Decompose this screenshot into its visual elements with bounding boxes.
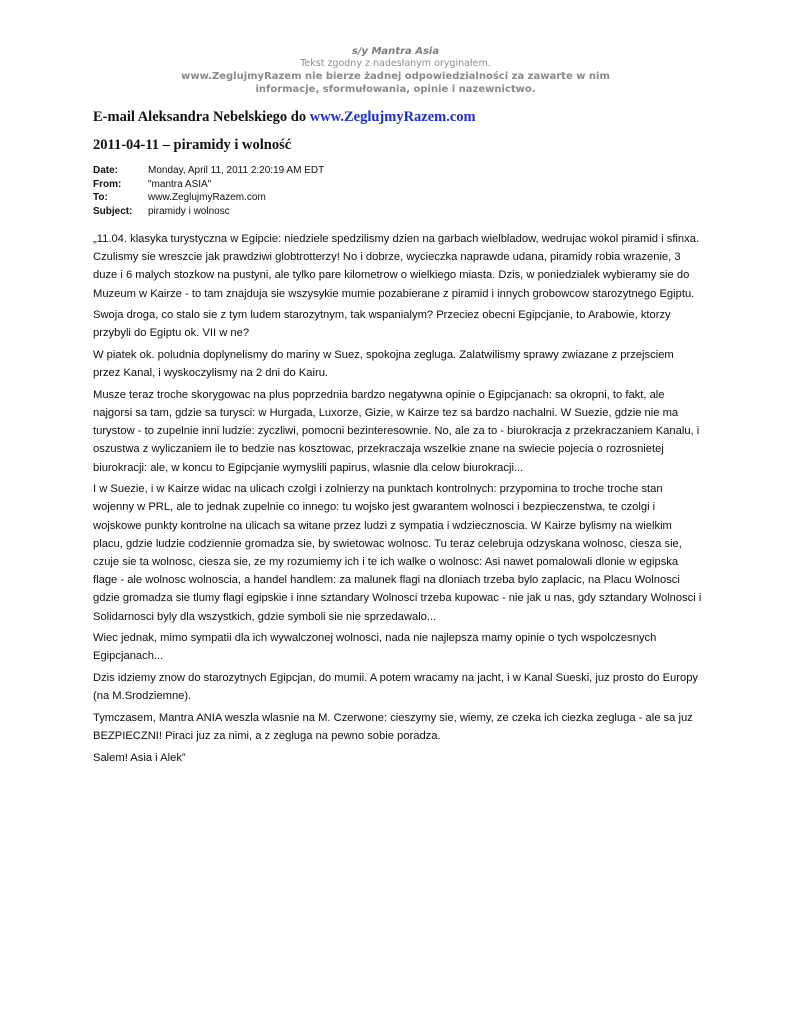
from-value: "mantra ASIA" [148,178,212,190]
subject-label: Subject: [93,205,133,217]
body-paragraph: Salem! Asia i Alek” [93,751,186,764]
original-text-note: Tekst zgodny z nadesłanym oryginałem. [300,58,491,69]
subject-value: piramidy i wolnosc [148,205,230,217]
email-title-prefix: E-mail Aleksandra Nebelskiego do [93,109,310,125]
from-row [93,178,703,192]
date-row [93,164,703,178]
email-headers [93,164,703,218]
email-title [93,108,703,126]
to-value: www.ZeglujmyRazem.com [148,192,266,203]
body-paragraph: Musze teraz troche skorygowac na plus poprzednia bardzo negatywna opinie o Egipcjanach: sa okropni, to fakt, ale najgorsi sa tam, gdzie sa turysci: w Hurgada, Luxorze, Gizie, w Kairze tez sa bardzo nachalni. W Suezie, gdzie nie ma turystow - to zupelnie inni ludzie: zyczliwi, pomocni bezinteresownie. No, ale za to - biurokracja z przekraczaniem Kanalu, i oszustwa z wyliczaniem ile to bedzie nas kosztowac, przekraczaja wszelkie znane na swiecie pojecia o rozrosnietej biurokracji: ale, w koncu to Egipcjanie wymyslili papirus, wlasnie dla celow biurokracji... [93,388,700,474]
email-content [93,108,703,770]
site-link[interactable]: www.ZeglujmyRazem.com [309,109,476,125]
date-value: Monday, April 11, 2011 2:20:19 AM EDT [148,165,325,176]
body-paragraph: Tymczasem, Mantra ANIA weszla wlasnie na M. Czerwone: cieszymy sie, wiemy, ze czeka ich ciezka zegluga - ale sa juz BEZPIECZNI! Piraci juz za nimi, a z zegluga na pewno sobie poradza. [93,711,693,743]
email-body [93,230,703,767]
body-paragraph: Swoja droga, co stalo sie z tym ludem starozytnym, tak wspanialym? Przeciez obecni Egipcjanie, to Arabowie, ktorzy przybyli do Egiptu ok. VII w ne? [93,309,671,340]
body-paragraph: Dzis idziemy znow do starozytnych Egipcjan, do mumii. A potem wracamy na jacht, i w Kanal Sueski, juz prosto do Europy (na M.Srodziemne). [93,672,699,703]
disclaimer-line-1: www.ZeglujmyRazem nie bierze żadnej odpowiedzialności za zawarte w nim [181,71,610,82]
body-paragraph: Wiec jednak, mimo sympatii dla ich wywalczonej wolnosci, nada nie najlepsza mamy opinie o tych wspolczesnych Egipcjanach... [93,632,657,663]
disclaimer-line-2: informacje, sformułowania, opinie i nazewnictwo. [255,84,536,95]
from-label: From: [93,178,122,190]
to-label: To: [93,192,108,203]
body-paragraph: W piatek ok. poludnia doplynelismy do mariny w Suez, spokojna zegluga. Zalatwilismy sprawy zwiazane z przejsciem przez Kanal, i wyskoczylismy na 2 dni do Kairu. [93,349,674,380]
subject-row [93,205,703,219]
to-row [93,191,703,205]
site-name: s/y Mantra Asia [351,46,440,57]
email-subtitle: 2011-04-11 – piramidy i wolność [93,137,292,153]
body-paragraph: „11.04. klasyka turystyczna w Egipcie: niedziele spedzilismy dzien na garbach wielbladow, wedrujac wokol piramid i sfinxa. Czulismy sie wreszcie jak prawdziwi globtrotterzy! No i dobrze, wycieczka naprawde udana, piramidy robia wrazenie, 3 duze i 6 malych stozkow na pustyni, ale tylko pare kilometrow o wielkiego miasta. Dzis, w poniedzialek wybieramy sie do Muzeum w Kairze - to tam znajduja sie wszysykie mumie pozabierane z piramid i innych grobowcow starozytnego Egiptu. [93,233,700,300]
page-header [0,45,791,96]
date-label: Date: [93,165,119,176]
body-paragraph: I w Suezie, i w Kairze widac na ulicach czolgi i zolnierzy na punktach kontrolnych: przypomina to troche troche stan wojenny w PRL, ale to jednak zupelnie co innego: tu wojsko jest gwarantem wolnosci i bezpieczenstwa, te czolgi i wojskowe punkty kontrolne na ulicach sa witane przez ludzi z sympatia i wdziecznoscia. W Kairze bylismy na wielkim placu, gdzie ludzie codziennie gromadza sie, by swietowac wolnosc. Tu teraz celebruja odzyskana wolnosc, ciesza sie, czuje sie ta wolnosc, ciesza sie, ze my rozumiemy ich i te ich walke o wolnosc: Asi nawet pomalowali dlonie w egipska flage - ale wolnosc wolnoscia, a handel handlem: za malunek flagi na dloniach trzeba bylo zaplacic, na Placu Wolnosci gdzie gromadza sie tlumy flagi egipskie i inne sztandary Wolnosci trzeba kupowac - nie jak u nas, gdy sztandary Wolnosci i Solidarnosci byly dla wszystkich, gdzie symboli sie nie sprzedawalo... [93,483,702,623]
